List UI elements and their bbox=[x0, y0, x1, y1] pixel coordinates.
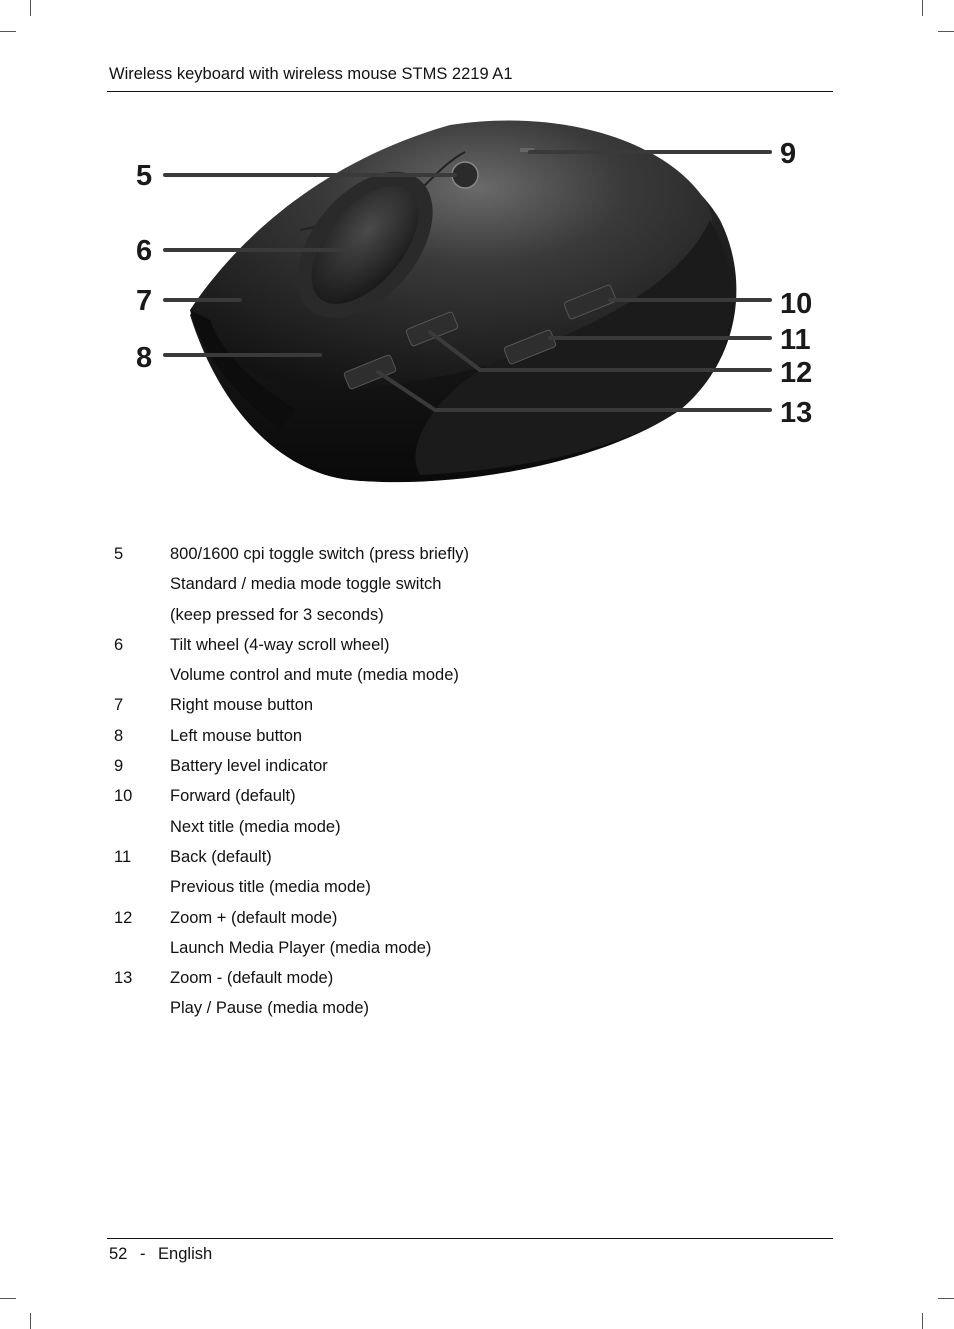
legend-description bbox=[170, 751, 814, 781]
legend-number: 10 bbox=[114, 787, 133, 806]
callout-number: 13 bbox=[780, 397, 813, 429]
legend-line: (keep pressed for 3 seconds) bbox=[170, 605, 384, 624]
legend-description bbox=[170, 690, 814, 720]
legend-item bbox=[114, 963, 814, 1024]
legend-number: 13 bbox=[114, 969, 133, 988]
legend-item bbox=[114, 539, 814, 630]
crop-mark bbox=[938, 31, 954, 32]
legend-line: Right mouse button bbox=[170, 696, 314, 715]
legend-line: Next title (media mode) bbox=[170, 817, 341, 836]
crop-mark bbox=[0, 31, 16, 32]
callout-number: 5 bbox=[136, 160, 153, 192]
legend-item bbox=[114, 690, 814, 720]
legend-description bbox=[170, 721, 814, 751]
legend-number: 6 bbox=[114, 635, 124, 654]
legend-line: Back (default) bbox=[170, 847, 272, 866]
crop-mark bbox=[30, 1313, 31, 1329]
legend-line: Standard / media mode toggle switch bbox=[170, 575, 442, 594]
legend-line: 800/1600 cpi toggle switch (press briefly) bbox=[170, 545, 469, 563]
callout-number: 9 bbox=[780, 138, 797, 170]
legend-line: Tilt wheel (4-way scroll wheel) bbox=[170, 635, 390, 654]
legend-number: 8 bbox=[114, 726, 124, 745]
callout-number: 10 bbox=[780, 288, 813, 320]
footer-separator: - bbox=[139, 1245, 146, 1263]
legend-line: Launch Media Player (media mode) bbox=[170, 938, 432, 957]
legend-list bbox=[114, 539, 814, 1024]
crop-mark bbox=[30, 0, 31, 16]
legend-item bbox=[114, 630, 814, 691]
legend-number: 11 bbox=[114, 847, 132, 866]
legend-line: Zoom - (default mode) bbox=[170, 969, 334, 988]
mouse-figure bbox=[120, 110, 840, 495]
legend-item bbox=[114, 842, 814, 903]
crop-mark bbox=[922, 0, 923, 16]
crop-mark bbox=[922, 1313, 923, 1329]
legend-line: Play / Pause (media mode) bbox=[170, 999, 370, 1018]
legend-description bbox=[170, 963, 814, 1024]
legend-line: Volume control and mute (media mode) bbox=[170, 666, 459, 685]
callout-number: 11 bbox=[780, 324, 811, 356]
page-header bbox=[107, 62, 833, 92]
crop-mark bbox=[0, 1298, 16, 1299]
legend-item bbox=[114, 751, 814, 781]
page-number: 52 bbox=[109, 1245, 128, 1263]
legend-line: Zoom + (default mode) bbox=[170, 908, 338, 927]
crop-mark bbox=[938, 1298, 954, 1299]
legend-line: Previous title (media mode) bbox=[170, 878, 371, 897]
legend-description bbox=[170, 781, 814, 842]
footer-language: English bbox=[158, 1245, 213, 1263]
legend-number: 5 bbox=[114, 545, 124, 563]
header-title: Wireless keyboard with wireless mouse STMS 2219 A1 bbox=[109, 65, 513, 83]
legend-number: 7 bbox=[114, 696, 124, 715]
callout-number: 8 bbox=[136, 342, 153, 374]
legend-number: 12 bbox=[114, 908, 133, 927]
mouse-illustration bbox=[120, 110, 840, 495]
legend-item bbox=[114, 903, 814, 964]
legend-description bbox=[170, 842, 814, 903]
callout-number: 7 bbox=[136, 285, 153, 317]
legend-line: Left mouse button bbox=[170, 726, 303, 745]
legend-number: 9 bbox=[114, 757, 124, 776]
legend-line: Battery level indicator bbox=[170, 757, 328, 776]
legend-line: Forward (default) bbox=[170, 787, 296, 806]
legend-description bbox=[170, 630, 814, 691]
callout-number: 6 bbox=[136, 235, 153, 267]
page-footer bbox=[107, 1238, 833, 1269]
legend-description bbox=[170, 903, 814, 964]
legend-description bbox=[170, 539, 814, 630]
callout-number: 12 bbox=[780, 357, 813, 389]
legend-item bbox=[114, 781, 814, 842]
legend-item bbox=[114, 721, 814, 751]
